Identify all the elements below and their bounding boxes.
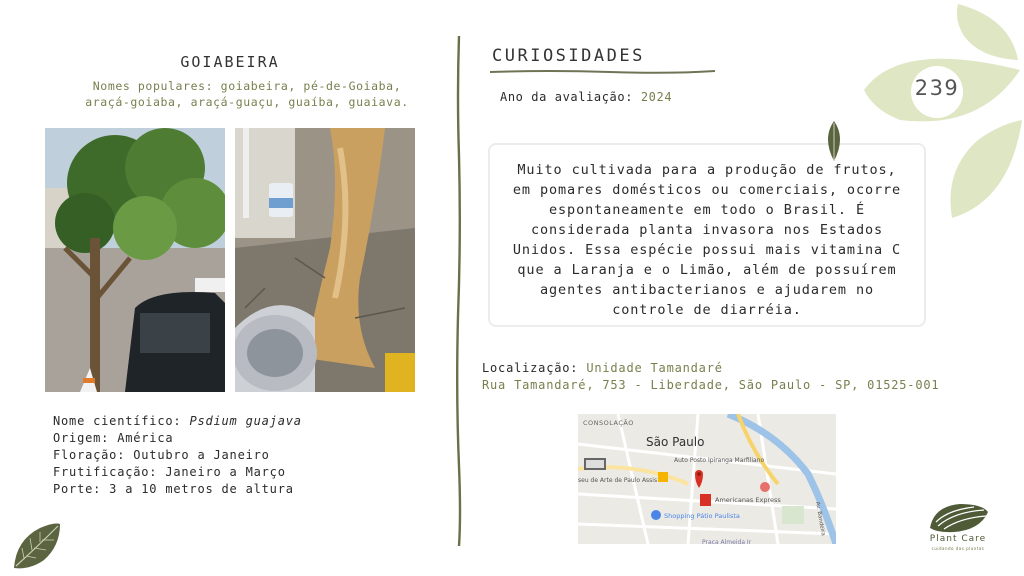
plant-care-logo	[924, 498, 994, 538]
origin-row: Origem: América	[53, 431, 174, 445]
scientific-name-label: Nome científico:	[53, 414, 182, 428]
map-poi-art: seu de Arte de Paulo Assis	[578, 477, 658, 484]
location-unit: Unidade Tamandaré	[586, 361, 723, 375]
map-district: CONSOLAÇÃO	[583, 419, 634, 427]
size-row: Porte: 3 a 10 metros de altura	[53, 482, 294, 496]
page-number: 239	[914, 76, 960, 100]
brand-name: Plant Care	[929, 534, 987, 544]
species-facts	[53, 413, 302, 498]
location-line	[482, 360, 939, 377]
popular-names: Nomes populares: goiabeira, pé-de-Goiaba, araçá-goiaba, araçá-guaçu, guaíba, guaiava.	[85, 79, 409, 109]
flowering-row: Floração: Outubro a Janeiro	[53, 448, 270, 462]
map-bottom-label: Praça Almeida Jr	[702, 539, 752, 544]
trunk-closeup-image	[235, 128, 415, 392]
tree-and-car-image	[45, 128, 225, 392]
location-label: Localização:	[482, 361, 579, 375]
map-city: São Paulo	[646, 435, 705, 449]
scientific-name-value: Psdium guajava	[189, 414, 302, 428]
leaf-icon	[822, 120, 846, 162]
location-map[interactable]	[578, 414, 836, 544]
tree-photo-2	[235, 128, 415, 392]
curiosities-text: Muito cultivada para a produção de frutos, em pomares domésticos ou comerciais, ocorre espontaneamente em todo o Brasil. É considerada planta invasora nos Estados Unidos. Essa espécie possui mais vitamina C que a Laranja e o Limão, além de possuírem agentes antibacterianos e ajudarem no controle de diarréia.	[512, 162, 902, 318]
decorative-leaf-icon	[8, 520, 64, 572]
species-title: GOIABEIRA	[180, 53, 280, 71]
map-road-label: Av. Bandeira	[814, 501, 826, 537]
tree-photo-1	[45, 128, 225, 392]
vertical-divider	[452, 36, 466, 546]
location-block	[482, 360, 939, 394]
scientific-name-row	[53, 413, 302, 430]
evaluation-year	[500, 90, 672, 104]
map-image	[578, 414, 836, 544]
map-poi-gas: Auto Posto Ipiranga Marfiliano	[674, 457, 765, 464]
decorative-leaves	[860, 0, 1024, 230]
map-poi-mall: Shopping Pátio Paulista	[664, 512, 740, 520]
brand-tagline: cuidando das plantas	[931, 546, 985, 551]
map-poi-express: Americanas Express	[715, 496, 781, 504]
fruiting-row: Frutificação: Janeiro a Março	[53, 465, 286, 479]
title-underline	[490, 68, 715, 76]
evaluation-label: Ano da avaliação:	[500, 90, 634, 104]
curiosities-title: CURIOSIDADES	[492, 46, 645, 66]
location-address: Rua Tamandaré, 753 - Liberdade, São Paulo - SP, 01525-001	[482, 378, 940, 392]
evaluation-value: 2024	[640, 90, 673, 104]
